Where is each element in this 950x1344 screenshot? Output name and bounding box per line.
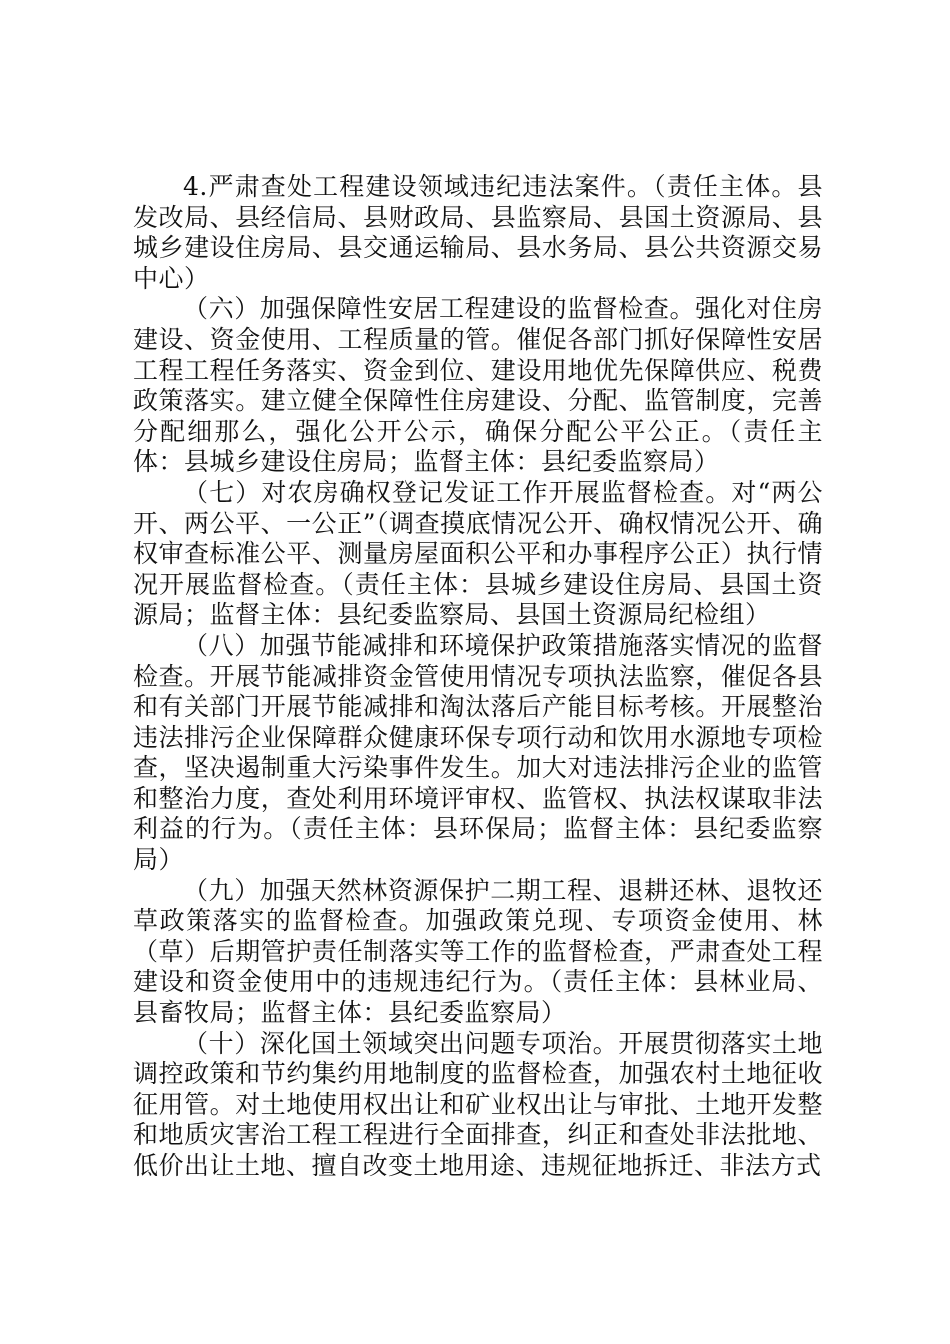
paragraph-section-10: （十）深化国土领域突出问题专项治。开展贯彻落实土地调控政策和节约集约用地制度的监督检查，加强农村土地征收征用管。对土地使用权出让和矿业权出让与审批、土地开发整和地质灾害治工程工程进行全面排查，纠正和查处非法批地、低价出让土地、擅自改变土地用途、违规征地拆迁、非法方式 [133, 1028, 823, 1180]
paragraph-section-6: （六）加强保障性安居工程建设的监督检查。强化对住房建设、资金使用、工程质量的管。催促各部门抓好保障性安居工程工程任务落实、资金到位、建设用地优先保障供应、税费政策落实。建立健全保障性住房建设、分配、监管制度，完善分配细那么，强化公开公示，确保分配公平公正。（责任主体：县城乡建设住房局；监督主体：县纪委监察局） [133, 294, 823, 477]
paragraph-section-7: （七）对农房确权登记发证工作开展监督检查。对“两公开、两公平、一公正”（调查摸底情况公开、确权情况公开、确权审查标准公平、测量房屋面积公平和办事程序公正）执行情况开展监督检查。（责任主体：县城乡建设住房局、县国土资源局；监督主体：县纪委监察局、县国土资源局纪检组） [133, 477, 823, 630]
document-body [133, 172, 823, 1182]
paragraph-section-9: （九）加强天然林资源保护二期工程、退耕还林、退牧还草政策落实的监督检查。加强政策兑现、专项资金使用、林（草）后期管护责任制落实等工作的监督检查，严肃查处工程建设和资金使用中的违规违纪行为。（责任主体：县林业局、县畜牧局；监督主体：县纪委监察局） [133, 875, 823, 1028]
paragraph-section-8: （八）加强节能减排和环境保护政策措施落实情况的监督检查。开展节能减排资金管使用情况专项执法监察，催促各县和有关部门开展节能减排和淘汰落后产能目标考核。开展整治违法排污企业保障群众健康环保专项行动和饮用水源地专项检查，坚决遏制重大污染事件发生。加大对违法排污企业的监管和整治力度，查处利用环境评审权、监管权、执法权谋取非法利益的行为。（责任主体：县环保局；监督主体：县纪委监察局） [133, 630, 823, 875]
paragraph-item-4: 4.严肃查处工程建设领域违纪违法案件。（责任主体。县发改局、县经信局、县财政局、县监察局、县国土资源局、县城乡建设住房局、县交通运输局、县水务局、县公共资源交易中心） [133, 172, 823, 293]
